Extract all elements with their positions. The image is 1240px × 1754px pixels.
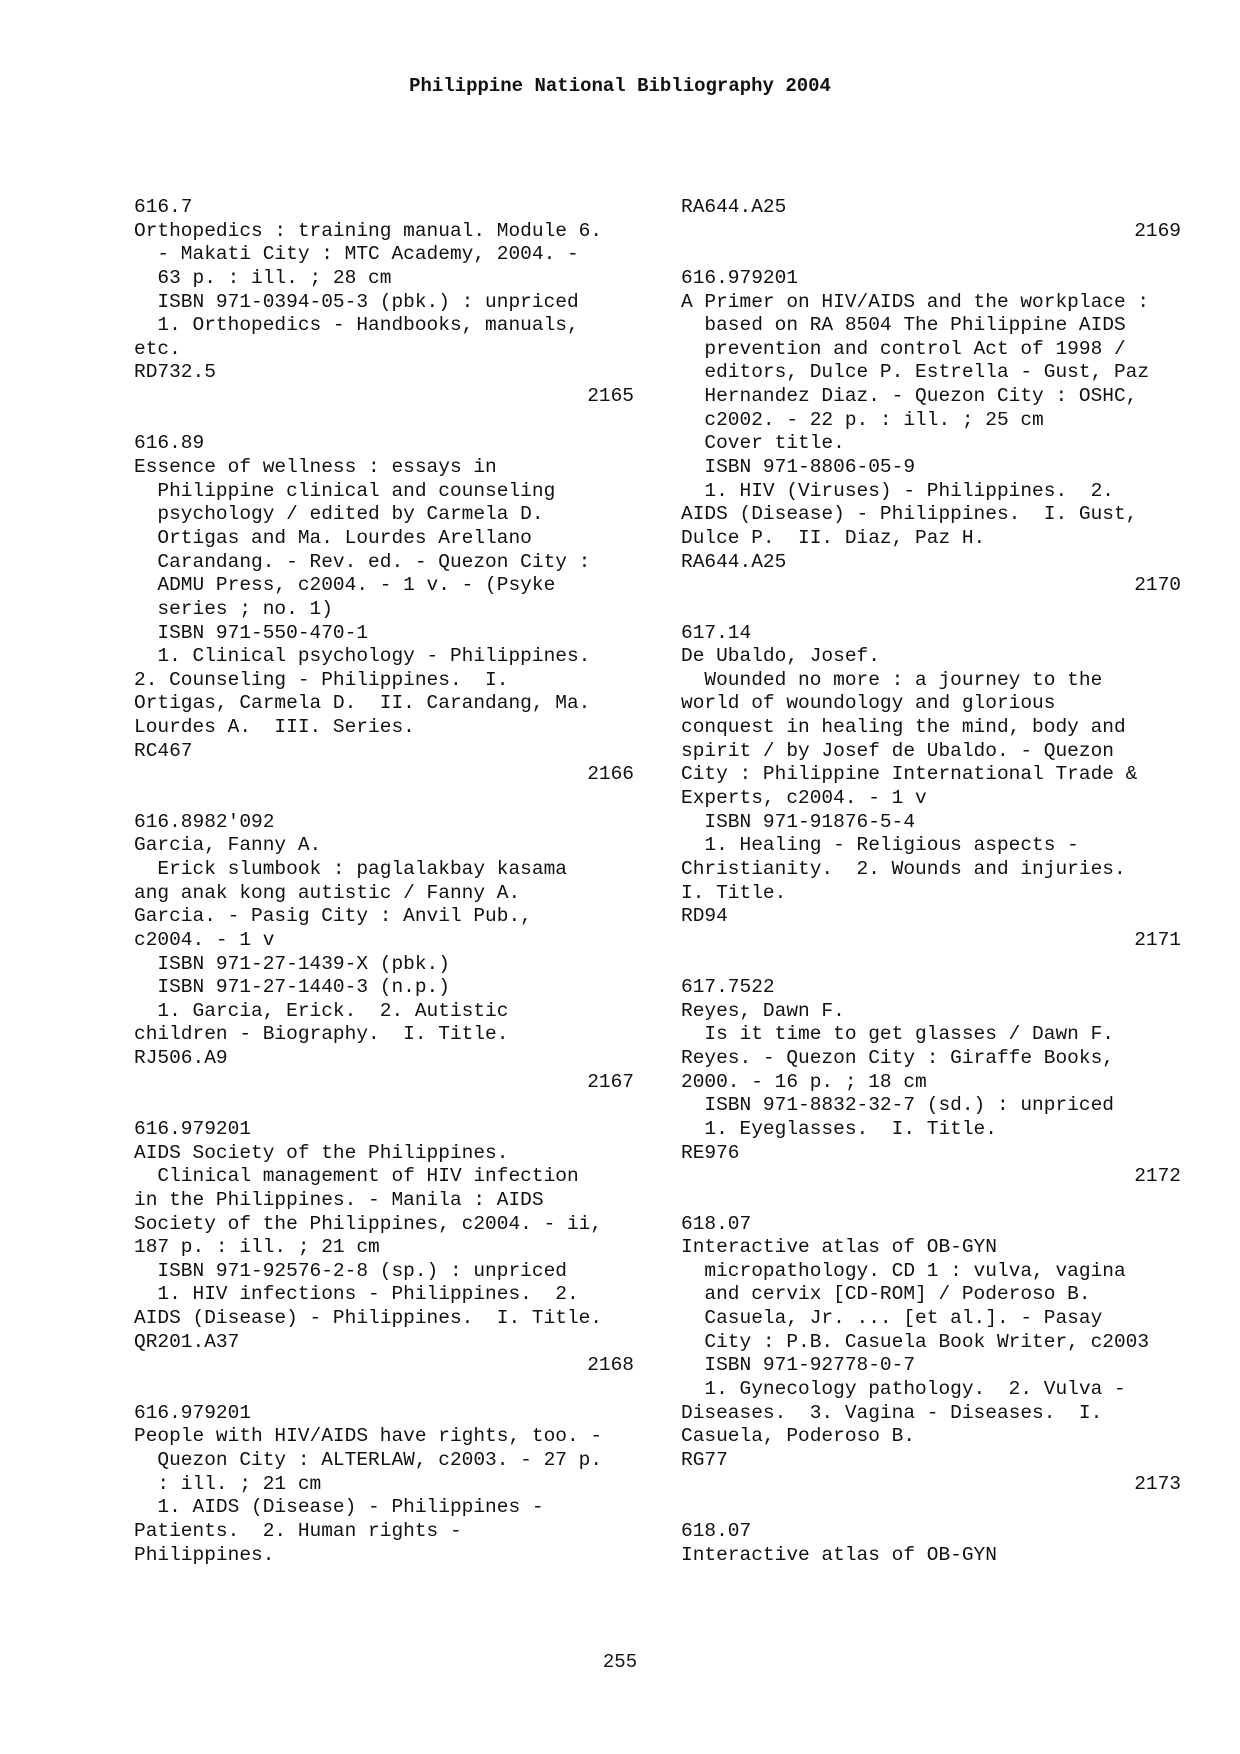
entry-line: editors, Dulce P. Estrella - Gust, Paz [681,361,1150,384]
entry-number: 2171 [1134,928,1181,951]
entry-line: world of woundology and glorious [681,692,1056,715]
entry-line: Philippines. [134,1543,275,1566]
entry-line: c2004. - 1 v [134,928,275,951]
blank-line [681,953,1181,977]
entry-line: Essence of wellness : essays in [134,456,497,479]
entry-line: 1. Healing - Religious aspects - [681,834,1079,857]
blank-line [681,1189,1181,1213]
entry-line: c2002. - 22 p. : ill. ; 25 cm [681,408,1044,431]
entry-line: Hernandez Diaz. - Quezon City : OSHC, [681,385,1138,408]
entry-line: 1. Eyeglasses. I. Title. [681,1117,997,1140]
entry-line: etc. [134,337,181,360]
entry-line: 2000. - 16 p. ; 18 cm [681,1070,927,1093]
entry-line: AIDS (Disease) - Philippines. I. Gust, [681,503,1138,526]
blank-line [681,243,1181,267]
entry-line: Orthopedics : training manual. Module 6. [134,219,603,242]
entry-line: RJ506.A9 [134,1047,228,1070]
entry-line: 617.14 [681,621,752,644]
entry-line: 618.07 [681,1519,752,1542]
blank-line [681,1496,1181,1520]
entry-line: RG77 [681,1448,728,1471]
entry-line: AIDS (Disease) - Philippines. I. Title. [134,1307,603,1330]
entry-line: psychology / edited by Carmela D. [134,503,544,526]
entry-line: 616.979201 [134,1117,252,1140]
entry-line: 1. Gynecology pathology. 2. Vulva - [681,1378,1126,1401]
blank-line [134,1378,634,1402]
entry-line: spirit / by Josef de Ubaldo. - Quezon [681,739,1114,762]
entry-line: Clinical management of HIV infection [134,1165,579,1188]
entry-line: ISBN 971-8832-32-7 (sd.) : unpriced [681,1094,1114,1117]
blank-line [134,1094,634,1118]
page-title: Philippine National Bibliography 2004 [409,75,831,97]
entry-line: Patients. 2. Human rights - [134,1519,462,1542]
entry-number: 2173 [1134,1472,1181,1495]
entry-line: RA644.A25 [681,196,787,218]
entry-line: 1. Garcia, Erick. 2. Autistic [134,999,509,1022]
entry-line: Reyes, Dawn F. [681,999,845,1022]
entry-line: in the Philippines. - Manila : AIDS [134,1188,544,1211]
entry-line: QR201.A37 [134,1330,240,1353]
entry-line: ISBN 971-92576-2-8 (sp.) : unpriced [134,1259,567,1282]
entry-line: Garcia. - Pasig City : Anvil Pub., [134,905,532,928]
entry-line: 617.7522 [681,976,775,999]
entry-line: Ortigas, Carmela D. II. Carandang, Ma. [134,692,591,715]
entry-line: Wounded no more : a journey to the [681,668,1103,691]
entry-line: 616.979201 [681,266,799,289]
entry-line: Dulce P. II. Diaz, Paz H. [681,526,986,549]
entry-line: - Makati City : MTC Academy, 2004. - [134,243,579,266]
entry-line: Christianity. 2. Wounds and injuries. [681,857,1126,880]
entry-line: Is it time to get glasses / Dawn F. [681,1023,1114,1046]
entry-line: Erick slumbook : paglalakbay kasama [134,857,567,880]
entry-line: based on RA 8504 The Philippine AIDS [681,314,1126,337]
entry-line: Lourdes A. III. Series. [134,716,415,739]
entry-line: ISBN 971-550-470-1 [134,621,369,644]
entry-line: De Ubaldo, Josef. [681,645,880,668]
entry-line: RA644.A25 [681,550,787,573]
entry-number: 2172 [1134,1165,1181,1188]
entry-number: 2165 [587,385,634,408]
entry-line: RD94 [681,905,728,928]
entry-line: 63 p. : ill. ; 28 cm [134,266,392,289]
entry-line: : ill. ; 21 cm [134,1472,322,1495]
entry-number: 2170 [1134,574,1181,597]
entry-line: ISBN 971-92778-0-7 [681,1354,916,1377]
entry-line: 2. Counseling - Philippines. I. [134,668,509,691]
entry-line: 1. AIDS (Disease) - Philippines - [134,1496,544,1519]
entry-line: prevention and control Act of 1998 / [681,337,1126,360]
entry-line: 616.8982'092 [134,810,275,833]
blank-line [134,409,634,433]
entry-line: 616.979201 [134,1401,252,1424]
page-number: 255 [602,1651,638,1673]
entry-line: Society of the Philippines, c2004. - ii, [134,1212,603,1235]
entry-line: and cervix [CD-ROM] / Poderoso B. [681,1283,1091,1306]
entry-line: RD732.5 [134,361,216,384]
entry-line: City : P.B. Casuela Book Writer, c2003 [681,1330,1150,1353]
entry-line: A Primer on HIV/AIDS and the workplace : [681,290,1150,313]
entry-line: Carandang. - Rev. ed. - Quezon City : [134,550,591,573]
entry-line: 616.7 [134,196,193,218]
entry-line: 618.07 [681,1212,752,1235]
entry-line: children - Biography. I. Title. [134,1023,509,1046]
entry-line: 616.89 [134,432,205,455]
blank-line [134,787,634,811]
entry-line: 1. Clinical psychology - Philippines. [134,645,591,668]
entry-line: RE976 [681,1141,740,1164]
entry-line: 1. HIV infections - Philippines. 2. [134,1283,579,1306]
entry-number: 2167 [587,1070,634,1093]
blank-line [681,598,1181,622]
entry-line: I. Title. [681,881,787,904]
entry-number: 2169 [1134,219,1181,242]
entry-line: City : Philippine International Trade & [681,763,1138,786]
entry-line: Quezon City : ALTERLAW, c2003. - 27 p. [134,1448,603,1471]
entry-line: ISBN 971-8806-05-9 [681,456,916,479]
entry-line: Diseases. 3. Vagina - Diseases. I. [681,1401,1103,1424]
entry-line: Philippine clinical and counseling [134,479,556,502]
entry-line: ISBN 971-91876-5-4 [681,810,916,833]
left-column [134,196,634,1567]
entry-line: Reyes. - Quezon City : Giraffe Books, [681,1047,1114,1070]
entry-line: ISBN 971-27-1439-X (pbk.) [134,952,450,975]
entry-line: Interactive atlas of OB-GYN [681,1543,997,1566]
entry-line: Ortigas and Ma. Lourdes Arellano [134,526,532,549]
entry-line: People with HIV/AIDS have rights, too. - [134,1425,603,1448]
right-column [681,196,1181,1567]
entry-line: RC467 [134,739,193,762]
entry-line: Experts, c2004. - 1 v [681,787,927,810]
entry-line: 1. Orthopedics - Handbooks, manuals, [134,314,579,337]
entry-number: 2166 [587,763,634,786]
entry-line: 187 p. : ill. ; 21 cm [134,1236,380,1259]
entry-line: Interactive atlas of OB-GYN [681,1236,997,1259]
entry-line: ang anak kong autistic / Fanny A. [134,881,521,904]
entry-line: micropathology. CD 1 : vulva, vagina [681,1259,1126,1282]
entry-line: Cover title. [681,432,845,455]
entry-line: ISBN 971-27-1440-3 (n.p.) [134,976,450,999]
entry-line: conquest in healing the mind, body and [681,716,1126,739]
entry-line: Casuela, Poderoso B. [681,1425,916,1448]
entry-line: ADMU Press, c2004. - 1 v. - (Psyke [134,574,556,597]
entry-line: ISBN 971-0394-05-3 (pbk.) : unpriced [134,290,579,313]
entry-line: series ; no. 1) [134,597,333,620]
entry-line: 1. HIV (Viruses) - Philippines. 2. [681,479,1114,502]
entry-line: Casuela, Jr. ... [et al.]. - Pasay [681,1307,1103,1330]
entry-line: AIDS Society of the Philippines. [134,1141,509,1164]
entry-number: 2168 [587,1354,634,1377]
entry-line: Garcia, Fanny A. [134,834,322,857]
